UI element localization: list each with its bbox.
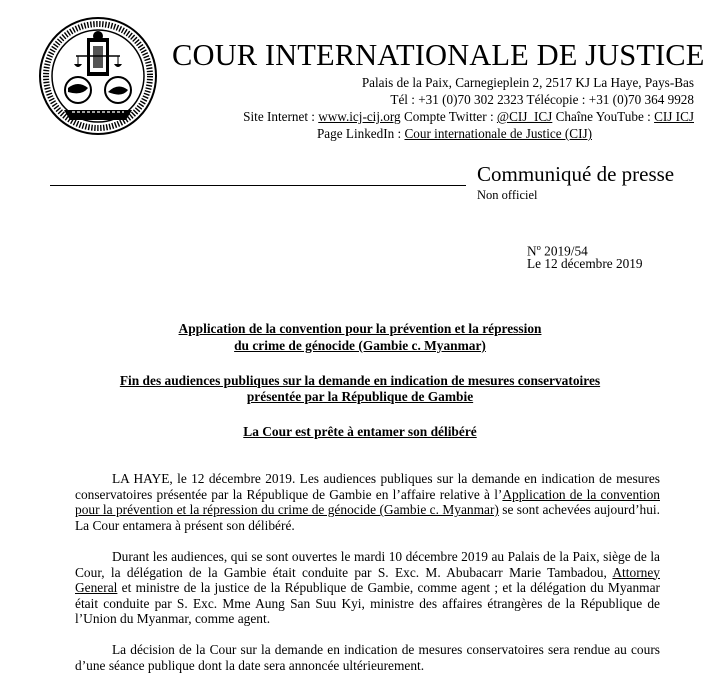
twitter-label: Compte Twitter :: [400, 109, 497, 124]
header-divider: [50, 185, 466, 186]
paragraph-2: Durant les audiences, qui se sont ouvertes le mardi 10 décembre 2019 au Palais de la Paix, siège de la Cour, la délégation de la Gambie était conduite par S. Exc. M. Abubacarr Marie Tambadou, Attorney General et ministre de la justice de la République de Gambie, comme agent ; et la délégation du Myanmar était conduite par S. Exc. Mme Aung San Suu Kyi, ministre des affaires étrangères de la République de l’Union du Myanmar, comme agent.: [75, 549, 660, 627]
subject-line-2: présentée par la République de Gambie: [246, 389, 474, 404]
attorney-general-link[interactable]: Attorney General: [75, 564, 660, 596]
linkedin-line: [317, 126, 592, 142]
website-link[interactable]: www.icj-cij.org: [318, 109, 401, 124]
subject-line-1: Fin des audiences publiques sur la demande en indication de mesures conservatoires: [119, 373, 601, 388]
court-phone-fax: Tél : +31 (0)70 302 2323 Télécopie : +31 (0)70 364 9928: [390, 92, 694, 107]
youtube-label: Chaîne YouTube :: [552, 109, 655, 124]
youtube-link[interactable]: CIJ ICJ: [654, 109, 694, 124]
press-release-date: Le 12 décembre 2019: [527, 256, 643, 271]
case-title-line-2: du crime de génocide (Gambie c. Myanmar): [234, 338, 486, 353]
press-release-number: $N^o$ 2019/54: [527, 242, 588, 259]
press-release-title: Communiqué de presse: [477, 162, 675, 186]
case-title-line-1: Application de la convention pour la prévention et la répression: [178, 321, 542, 336]
twitter-link[interactable]: @CIJ_ICJ: [496, 109, 553, 124]
court-seal-logo: [38, 16, 158, 136]
unofficial-note: Non officiel: [477, 188, 538, 202]
case-link[interactable]: Application de la convention pour la prévention et la répression du crime de génocide (Gambie c. Myanmar): [75, 486, 660, 518]
paragraph-3: La décision de la Cour sur la demande en indication de mesures conservatoires sera rendue au cours d’une séance publique dont la date sera annoncée ultérieurement.: [75, 642, 660, 673]
court-address: Palais de la Paix, Carnegieplein 2, 2517 KJ La Haye, Pays-Bas: [361, 75, 694, 90]
court-name: COUR INTERNATIONALE DE JUSTICE: [172, 38, 705, 72]
web-social-line: [243, 109, 694, 125]
linkedin-label: Page LinkedIn :: [316, 126, 405, 141]
linkedin-link[interactable]: Cour internationale de Justice (CIJ): [404, 126, 592, 141]
website-label: Site Internet :: [243, 109, 319, 124]
deliberation-heading: La Cour est prête à entamer son délibéré: [243, 424, 477, 439]
paragraph-1: LA HAYE, le 12 décembre 2019. Les audiences publiques sur la demande en indication de mesures conservatoires présentée par la République de Gambie en l’affaire relative à l’Application de la convention pour la prévention et la répression du crime de génocide (Gambie c. Myanmar) se sont achevées aujourd’hui. La Cour entamera à présent son délibéré.: [75, 471, 660, 533]
